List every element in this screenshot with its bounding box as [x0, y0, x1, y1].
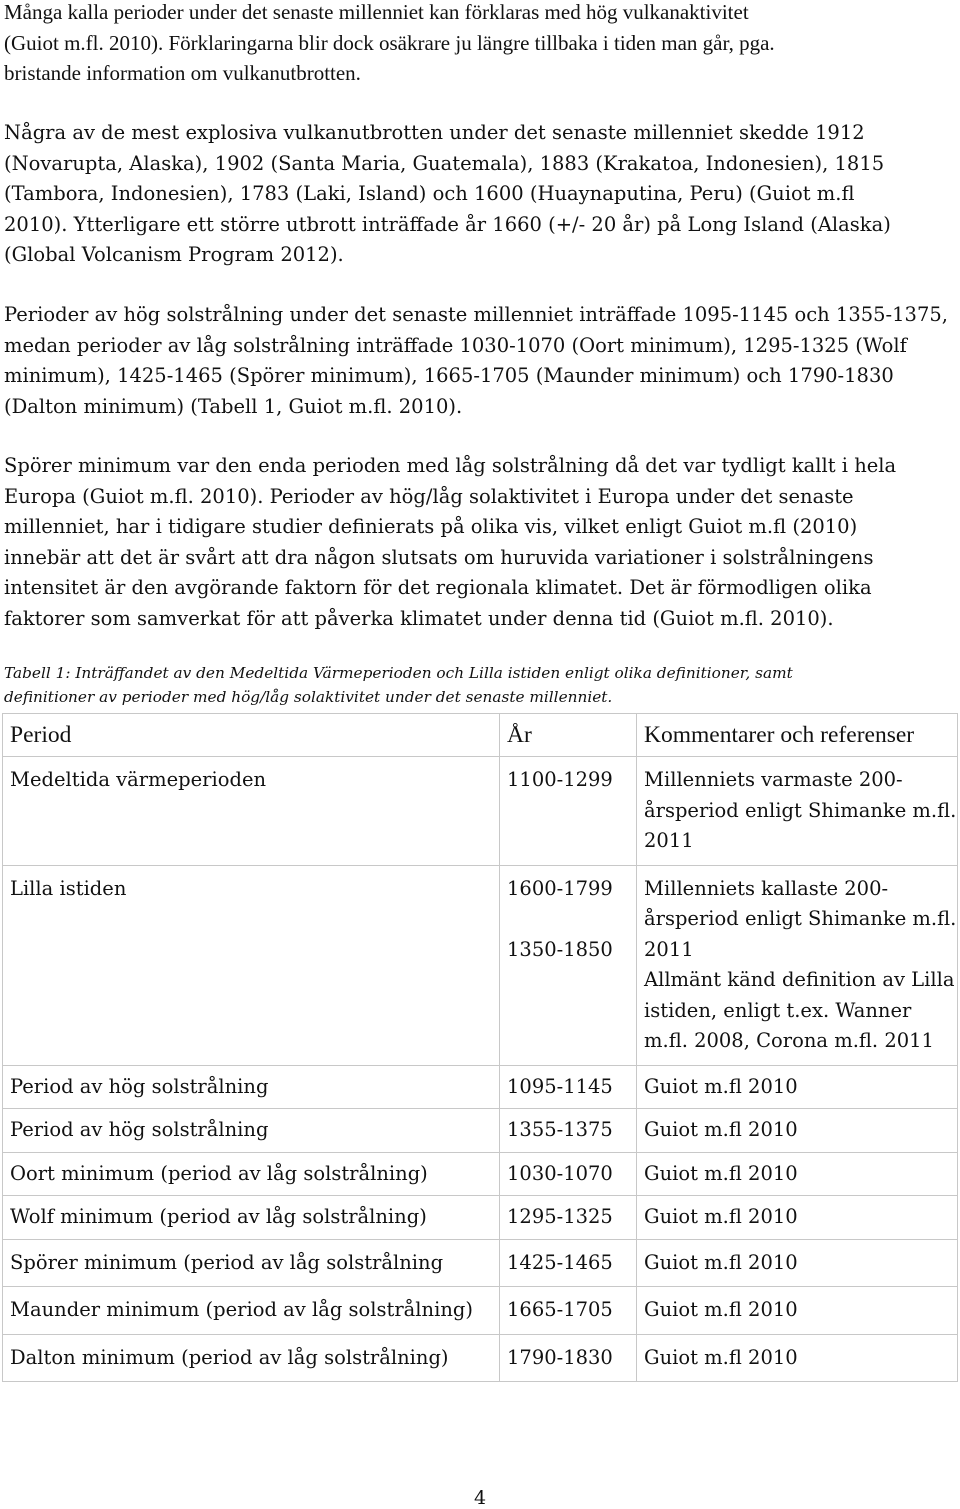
table-row: [3, 1239, 958, 1287]
cell-period: Dalton minimum (period av låg solstrålning): [3, 1334, 500, 1382]
cell-comment: Millenniets varmaste 200-årsperiod enligt Shimanke m.fl. 2011: [637, 757, 958, 866]
text-line: Några av de mest explosiva vulkanutbrotten under det senaste millenniet skedde 1912: [4, 121, 865, 144]
table-row: [3, 1196, 958, 1240]
cell-period: Lilla istiden: [3, 865, 500, 1065]
header-period: Period: [3, 714, 500, 757]
table-row: [3, 1334, 958, 1382]
cell-comment: Millenniets kallaste 200-årsperiod enligt Shimanke m.fl. 2011: [644, 876, 957, 961]
caption-line: definitioner av perioder med hög/låg solaktivitet under det senaste millenniet.: [4, 688, 613, 706]
table-row: [3, 757, 958, 866]
cell-period: Maunder minimum (period av låg solstrålning): [3, 1287, 500, 1335]
cell-comment: Guiot m.fl 2010: [637, 1065, 958, 1109]
cell-year: 1665-1705: [500, 1287, 637, 1335]
cell-period: Spörer minimum (period av låg solstrålning: [3, 1239, 500, 1287]
cell-comment: Guiot m.fl 2010: [637, 1196, 958, 1240]
page-number: 4: [473, 1487, 487, 1509]
text-line: Europa (Guiot m.fl. 2010). Perioder av hög/låg solaktivitet i Europa under det senaste: [4, 484, 854, 508]
cell-year: 1790-1830: [500, 1334, 637, 1382]
table-caption: [4, 661, 956, 709]
cell-year: 1095-1145: [500, 1065, 637, 1109]
text-line: 2010). Ytterligare ett större utbrott inträffade år 1660 (+/- 20 år) på Long Island (Alaska): [4, 212, 891, 236]
text-line: Spörer minimum var den enda perioden med låg solstrålning då det var tydligt kallt i hela: [4, 454, 897, 477]
cell-comment-alt: Allmänt känd definition av Lilla istiden, enligt t.ex. Wanner m.fl. 2008, Corona m.fl. 2011: [644, 968, 955, 1052]
cell-comment: Guiot m.fl 2010: [637, 1287, 958, 1335]
text-line: bristande information om vulkanutbrotten.: [4, 61, 361, 85]
paragraph-solar-radiation-periods: [4, 300, 956, 422]
table-row: [3, 1065, 958, 1109]
cell-year: 1030-1070: [500, 1152, 637, 1196]
table-row: [3, 1152, 958, 1196]
period-table: [2, 713, 958, 1382]
cell-year: 1425-1465: [500, 1239, 637, 1287]
cell-year-alt: 1350-1850: [507, 937, 613, 961]
text-line: minimum), 1425-1465 (Spörer minimum), 1665-1705 (Maunder minimum) och 1790-1830: [4, 364, 894, 387]
cell-comment: Guiot m.fl 2010: [637, 1334, 958, 1382]
text-line: (Tambora, Indonesien), 1783 (Laki, Island) och 1600 (Huaynaputina, Peru) (Guiot m.fl: [4, 182, 855, 205]
cell-year-group: [500, 865, 637, 1065]
text-line: (Global Volcanism Program 2012).: [4, 243, 344, 266]
table-row: [3, 865, 958, 1065]
cell-comment: Guiot m.fl 2010: [637, 1152, 958, 1196]
cell-year: 1355-1375: [500, 1109, 637, 1153]
text-line: intensitet är den avgörande faktorn för det regionala klimatet. Det är förmodligen olika: [4, 576, 872, 599]
text-line: millenniet, har i tidigare studier definierats på olika vis, vilket enligt Guiot m.fl (2010): [4, 515, 858, 538]
caption-line: Tabell 1: Inträffandet av den Medeltida Värmeperioden och Lilla istiden enligt olika definitioner, samt: [4, 664, 793, 682]
cell-comment-group: [637, 865, 958, 1065]
text-line: Många kalla perioder under det senaste millenniet kan förklaras med hög vulkanaktivitet: [4, 0, 749, 24]
text-line: (Guiot m.fl. 2010). Förklaringarna blir dock osäkrare ju längre tillbaka i tiden man går, pga.: [4, 30, 775, 55]
cell-period: Medeltida värmeperioden: [3, 757, 500, 866]
cell-comment: Guiot m.fl 2010: [637, 1239, 958, 1287]
cell-period: Period av hög solstrålning: [3, 1109, 500, 1153]
paragraph-sporer-minimum: [4, 451, 956, 634]
header-year: År: [500, 714, 637, 757]
text-line: Perioder av hög solstrålning under det senaste millenniet inträffade 1095-1145 och 1355-1375,: [4, 303, 948, 326]
text-line: faktorer som samverkat för att påverka klimatet under denna tid (Guiot m.fl. 2010).: [4, 606, 834, 630]
cell-year: 1600-1799: [507, 876, 613, 900]
cell-year: 1100-1299: [500, 757, 637, 866]
cell-year: 1295-1325: [500, 1196, 637, 1240]
text-line: (Dalton minimum) (Tabell 1, Guiot m.fl. 2010).: [4, 394, 463, 418]
text-line: (Novarupta, Alaska), 1902 (Santa Maria, Guatemala), 1883 (Krakatoa, Indonesien), 1815: [4, 151, 885, 175]
table-row: [3, 1287, 958, 1335]
text-line: medan perioder av låg solstrålning inträffade 1030-1070 (Oort minimum), 1295-1325 (Wolf: [4, 333, 907, 357]
paragraph-explosive-eruptions: [4, 118, 956, 271]
cell-period: Oort minimum (period av låg solstrålning): [3, 1152, 500, 1196]
table-header-row: [3, 714, 958, 757]
cell-comment: Guiot m.fl 2010: [637, 1109, 958, 1153]
table-row: [3, 1109, 958, 1153]
cell-period: Wolf minimum (period av låg solstrålning): [3, 1196, 500, 1240]
paragraph-volcanic-cold-periods: [4, 0, 956, 89]
header-comments: Kommentarer och referenser: [637, 714, 958, 757]
cell-period: Period av hög solstrålning: [3, 1065, 500, 1109]
text-line: innebär att det är svårt att dra någon slutsats om huruvida variationer i solstrålningens: [4, 545, 874, 569]
